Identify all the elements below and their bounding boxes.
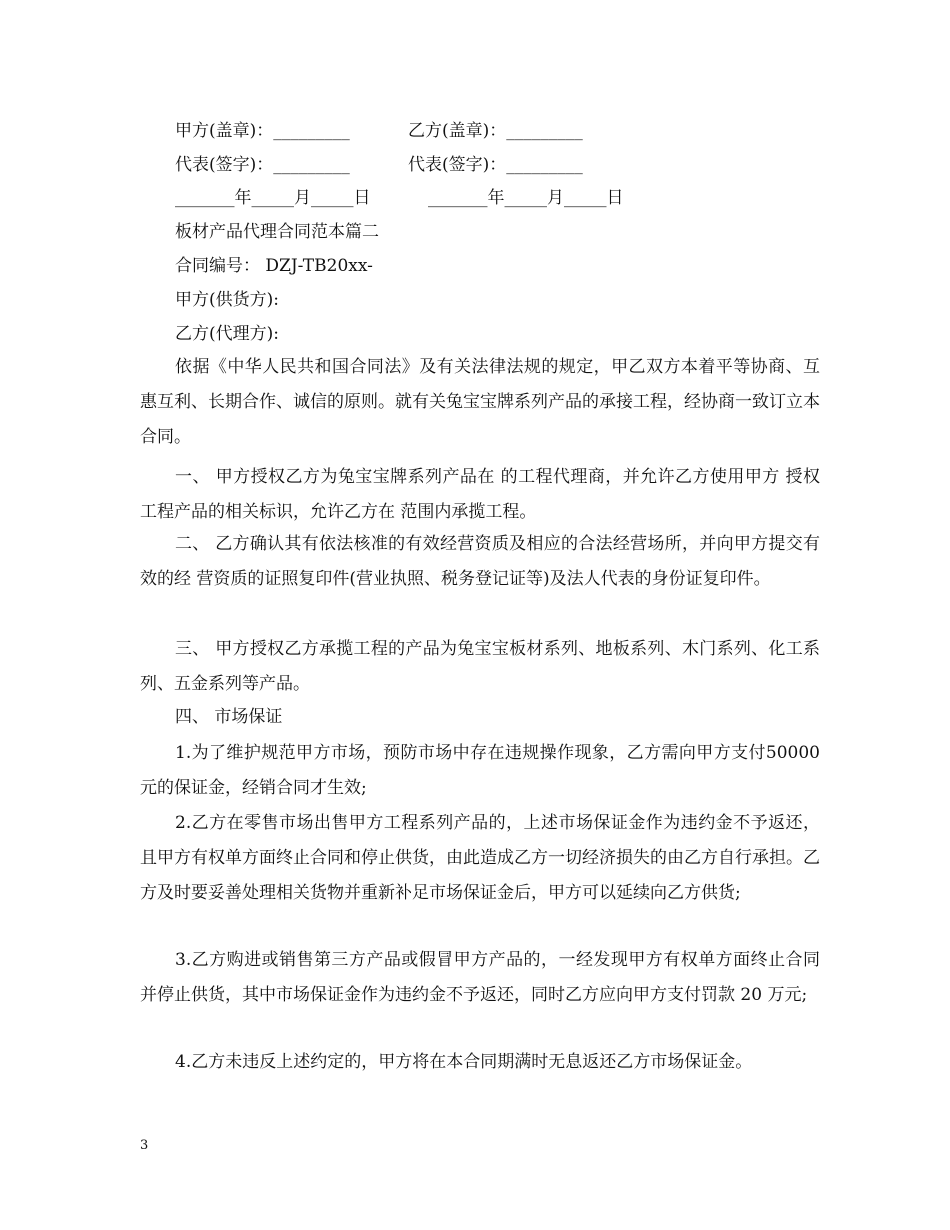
item-4: 4.乙方未违反上述约定的，甲方将在本合同期满时无息返还乙方市场保证金。 — [175, 1052, 753, 1072]
clause-2: 二、 乙方确认其有依法核准的有效经营资质及相应的合法经营场所，并向甲方提交有效的经 营资质的证照复印件(营业执照、税务登记证等)及法人代表的身份证复印件。 — [140, 534, 820, 589]
page-number: 3 — [140, 1138, 149, 1153]
party-a-label: 甲方(供货方): — [175, 290, 279, 310]
date-a: _______年_____月_____日 — [175, 188, 371, 208]
item-1: 1.为了维护规范甲方市场，预防市场中存在违规操作现象，乙方需向甲方支付50000 元的保证金，经销合同才生效; — [140, 743, 820, 798]
item-3: 3.乙方购进或销售第三方产品或假冒甲方产品的，一经发现甲方有权单方面终止合同并停止供货，其中市场保证金作为违约金不予返还，同时乙方应向甲方支付罚款 20 万元; — [140, 950, 820, 1005]
rep-b-sign: 代表(签字)：_________ — [408, 155, 583, 175]
clause-1: 一、 甲方授权乙方为兔宝宝牌系列产品在 的工程代理商，并允许乙方使用甲方 授权工程产品的相关标识，允许乙方在 范围内承揽工程。 — [140, 467, 820, 522]
intro-paragraph: 依据《中华人民共和国合同法》及有关法律法规的规定，甲乙双方本着平等协商、互惠互利、长期合作、诚信的原则。就有关兔宝宝牌系列产品的承接工程，经协商一致订立本合同。 — [140, 357, 820, 447]
date-b: _______年_____月_____日 — [428, 188, 624, 208]
contract-number: 合同编号： DZJ-TB20xx- — [175, 256, 373, 276]
clause-3: 三、 甲方授权乙方承揽工程的产品为兔宝宝板材系列、地板系列、木门系列、化工系列、五金系列等产品。 — [140, 639, 820, 694]
item-2: 2.乙方在零售市场出售甲方工程系列产品的，上述市场保证金作为违约金不予返还，且甲方有权单方面终止合同和停止供货，由此造成乙方一切经济损失的由乙方自行承担。乙方及时要妥善处理相关货物并重新补足市场保证金后，甲方可以延续向乙方供货; — [140, 813, 820, 903]
rep-a-sign: 代表(签字)：_________ — [175, 155, 350, 175]
party-a-seal: 甲方(盖章)：_________ — [175, 121, 350, 141]
party-b-label: 乙方(代理方): — [175, 324, 279, 344]
section-title: 板材产品代理合同范本篇二 — [175, 222, 379, 242]
party-b-seal: 乙方(盖章)：_________ — [408, 121, 583, 141]
clause-4-title: 四、 市场保证 — [175, 707, 283, 727]
